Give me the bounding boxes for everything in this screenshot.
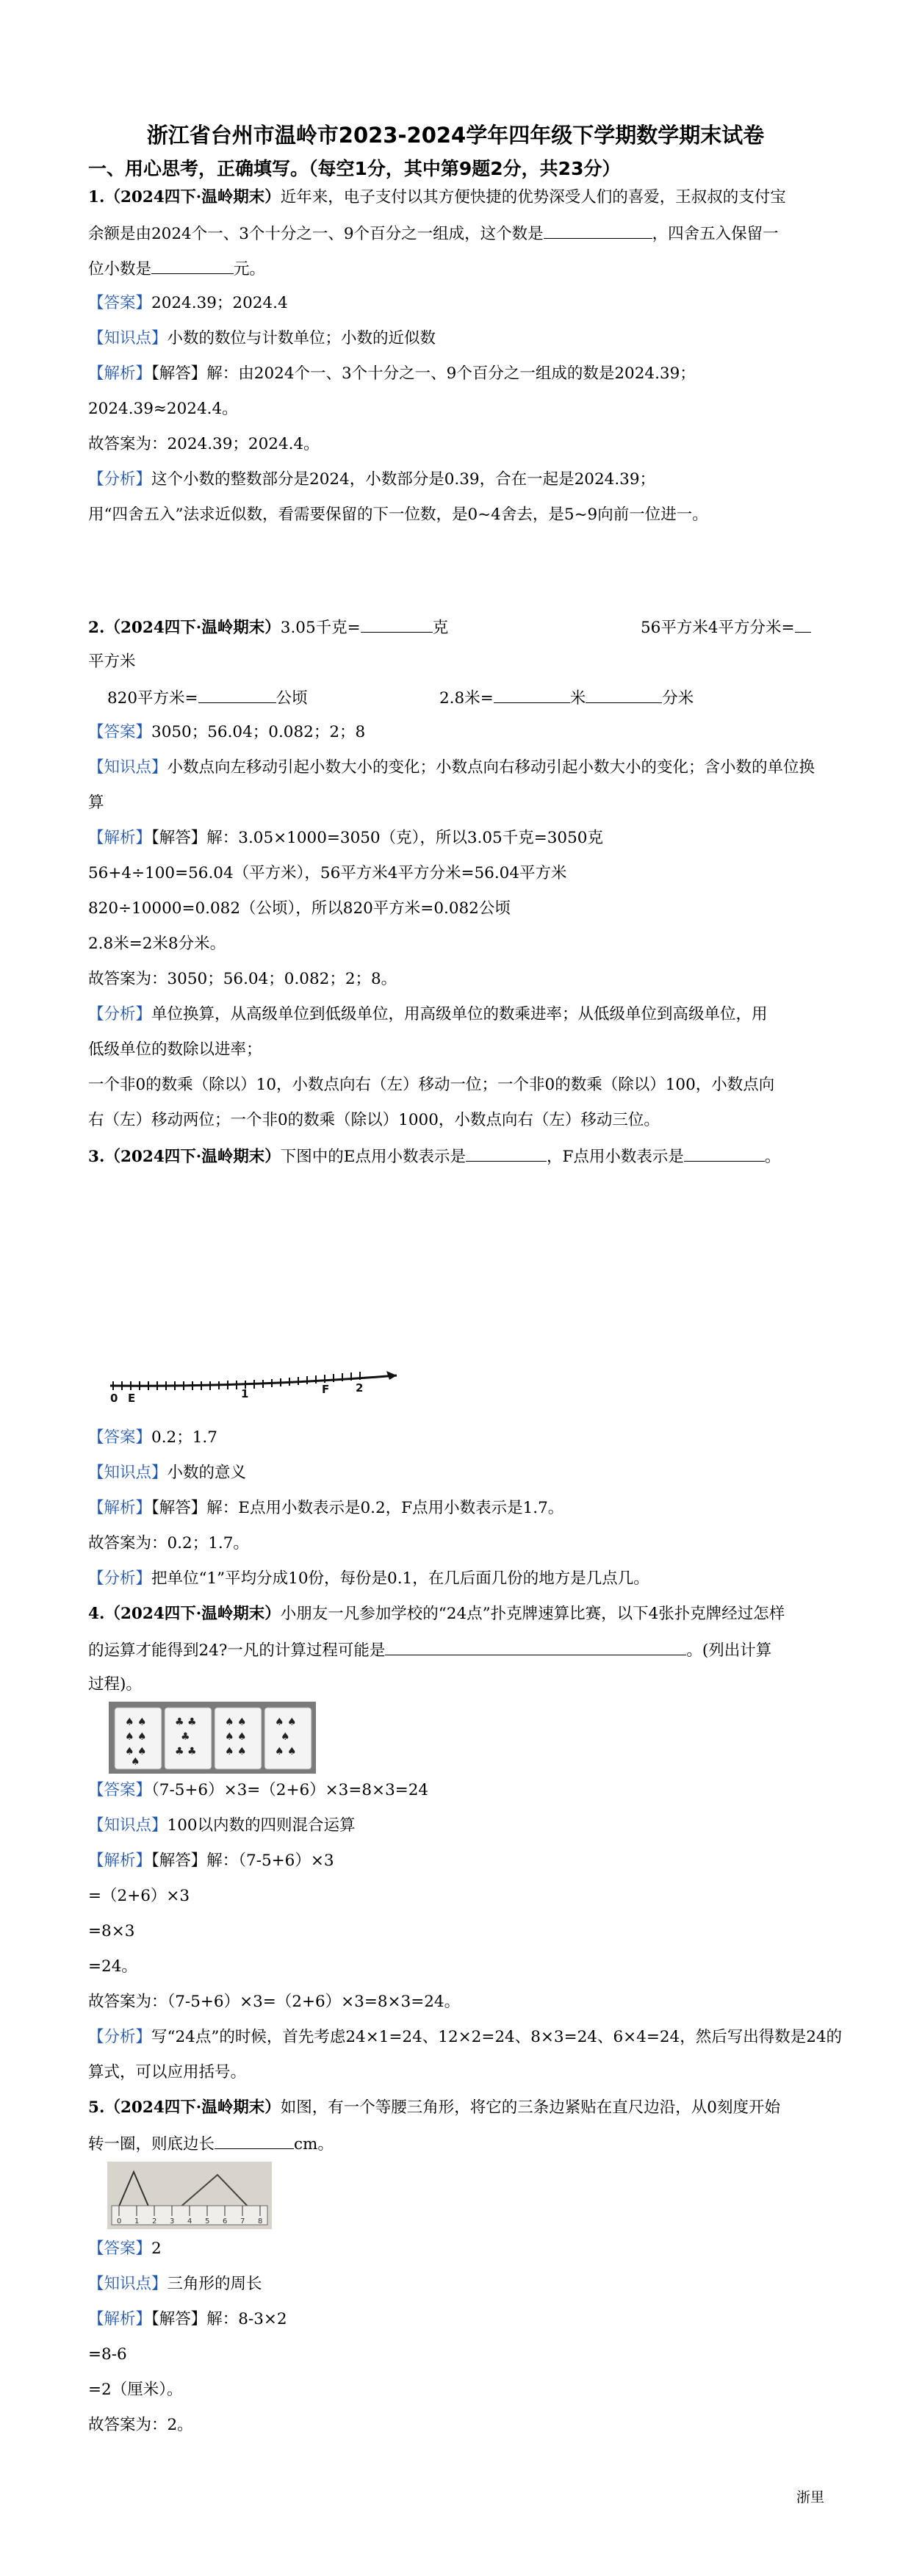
q2-knowledge-1: 【知识点】小数点向左移动引起小数大小的变化；小数点向右移动引起小数大小的变化；含小数的单位换 [88, 758, 815, 777]
q3-answer: 【答案】0.2；1.7 [88, 1428, 217, 1447]
q2-blank-4[interactable] [494, 686, 570, 703]
q4-solution-2: =（2+6）×3 [88, 1887, 190, 1905]
q2-solution-4: 2.8米=2米8分米。 [88, 935, 226, 953]
q4-solution-1: 【解析】【解答】解：（7-5+6）×3 [88, 1852, 334, 1870]
svg-text:0: 0 [117, 2217, 122, 2226]
q4-line1: 4.（2024四下·温岭期末）小朋友一凡参加学校的“24点”扑克牌速算比赛，以下4张扑克牌经过怎样 [88, 1605, 785, 1623]
svg-text:4: 4 [187, 2217, 192, 2226]
q1-solution-3: 故答案为：2024.39；2024.4。 [88, 435, 320, 453]
axis-label-two: 2 [356, 1381, 364, 1395]
q2-line2: 平方米 [88, 652, 136, 671]
q2-line3b: 2.8米= 米 分米 [439, 686, 694, 710]
q1-blank-1[interactable] [544, 222, 652, 239]
svg-text:♠: ♠ [281, 1731, 290, 1743]
q1-blank-2[interactable] [151, 257, 234, 274]
svg-text:♠ ♠: ♠ ♠ [225, 1731, 247, 1743]
svg-text:♣ ♣: ♣ ♣ [175, 1746, 197, 1757]
q2-line3a: 820平方米= 公顷 [107, 686, 308, 710]
axis-label-one: 1 [241, 1387, 249, 1400]
q1-solution-1: 【解析】【解答】解：由2024个一、3个十分之一、9个百分之一组成的数是2024.39； [88, 364, 696, 383]
q2-solution-3: 820÷10000=0.082（公顷），所以820平方米=0.082公顷 [88, 899, 511, 918]
svg-text:7: 7 [240, 2217, 245, 2226]
axis-label-e: E [128, 1392, 136, 1403]
svg-text:♣: ♣ [181, 1731, 190, 1743]
svg-text:♣ ♣: ♣ ♣ [175, 1716, 197, 1728]
axis-label-f: F [322, 1383, 330, 1396]
section-heading: 一、用心思考，正确填写。（每空1分，其中第9题2分，共23分） [88, 158, 621, 179]
q2-blank-2[interactable] [795, 616, 811, 633]
svg-text:♠: ♠ [131, 1756, 140, 1768]
q5-line2: 转一圈，则底边长 cm。 [88, 2132, 334, 2156]
q4-blank[interactable] [385, 1638, 686, 1655]
svg-text:♠ ♠: ♠ ♠ [125, 1746, 147, 1757]
q2-analysis-3: 一个非0的数乘（除以）10，小数点向右（左）移动一位；一个非0的数乘（除以）100，小数点向 [88, 1076, 775, 1094]
q4-knowledge: 【知识点】100以内数的四则混合运算 [88, 1816, 356, 1835]
q1-line3: 位小数是 元。 [88, 257, 265, 281]
triangle-ruler-photo [107, 2162, 272, 2229]
q1-line2: 余额是由2024个一、3个十分之一、9个百分之一组成，这个数是 ，四舍五入保留一 [88, 222, 779, 245]
q2-analysis-4: 右（左）移动两位；一个非0的数乘（除以）1000，小数点向右（左）移动三位。 [88, 1111, 660, 1129]
q5-knowledge: 【知识点】三角形的周长 [88, 2275, 262, 2293]
q4-solution-4: =24。 [88, 1957, 137, 1976]
svg-text:5: 5 [205, 2217, 210, 2226]
q4-line3: 过程)。 [88, 1675, 142, 1694]
q5-solution-1: 【解析】【解答】解：8-3×2 [88, 2310, 287, 2328]
page-footer: 浙里 [796, 2489, 825, 2505]
svg-text:1: 1 [134, 2217, 140, 2226]
svg-text:6: 6 [223, 2217, 228, 2226]
q3-solution-2: 故答案为：0.2；1.7。 [88, 1534, 249, 1553]
q2-blank-3[interactable] [198, 686, 276, 703]
svg-text:♠ ♠: ♠ ♠ [225, 1716, 247, 1728]
svg-text:♠ ♠: ♠ ♠ [225, 1746, 247, 1757]
q1-solution-2: 2024.39≈2024.4。 [88, 400, 238, 418]
q2-analysis-2: 低级单位的数除以进率； [88, 1040, 262, 1059]
q2-solution-2: 56+4÷100=56.04（平方米），56平方米4平方分米=56.04平方米 [88, 864, 567, 882]
q5-blank[interactable] [215, 2132, 294, 2149]
q3-analysis: 【分析】把单位“1”平均分成10份，每份是0.1，在几后面几份的地方是几点几。 [88, 1569, 649, 1588]
q4-answer: 【答案】（7-5+6）×3=（2+6）×3=8×3=24 [88, 1781, 429, 1799]
q5-solution-3: =2（厘米）。 [88, 2381, 183, 2399]
q2-answer: 【答案】3050；56.04；0.082；2；8 [88, 723, 366, 741]
q5-solution-2: =8-6 [88, 2345, 127, 2364]
q3-knowledge: 【知识点】小数的意义 [88, 1464, 247, 1482]
q1-line1: 1.（2024四下·温岭期末）近年来，电子支付以其方便快捷的优势深受人们的喜爱，王叔叔的支付宝 [88, 188, 786, 206]
q3-line1: 3.（2024四下·温岭期末）下图中的E点用小数表示是 ，F点用小数表示是 。 [88, 1145, 780, 1168]
svg-text:♠ ♠: ♠ ♠ [275, 1716, 297, 1728]
q4-line2: 的运算才能得到24?一凡的计算过程可能是 。(列出计算 [88, 1638, 771, 1662]
svg-text:♠ ♠: ♠ ♠ [125, 1716, 147, 1728]
svg-text:♠ ♠: ♠ ♠ [275, 1746, 297, 1757]
playing-cards-photo [109, 1702, 316, 1774]
q5-solution-4: 故答案为：2。 [88, 2416, 193, 2434]
q5-line1: 5.（2024四下·温岭期末）如图，有一个等腰三角形，将它的三条边紧贴在直尺边沿，从0刻度开始 [88, 2098, 780, 2117]
q1-analysis-1: 【分析】这个小数的整数部分是2024，小数部分是0.39，合在一起是2024.39； [88, 470, 656, 489]
q1-answer: 【答案】2024.39；2024.4 [88, 294, 288, 312]
q4-analysis-1: 【分析】写“24点”的时候，首先考虑24×1=24、12×2=24、8×3=24、6×4=24，然后写出得数是24的 [88, 2028, 843, 2046]
number-line-figure [103, 1359, 411, 1403]
svg-text:2: 2 [152, 2217, 157, 2226]
q4-solution-3: =8×3 [88, 1922, 135, 1940]
svg-text:♠ ♠: ♠ ♠ [125, 1731, 147, 1743]
q2-solution-5: 故答案为：3050；56.04；0.082；2；8。 [88, 970, 397, 988]
q2-line1b: 56平方米4平方分米= [641, 616, 811, 639]
q5-answer: 【答案】2 [88, 2239, 162, 2258]
q2-knowledge-2: 算 [88, 794, 104, 812]
page-title: 浙江省台州市温岭市2023-2024学年四年级下学期数学期末试卷 [146, 123, 765, 148]
q1-analysis-2: 用“四舍五入”法求近似数，看需要保留的下一位数，是0~4舍去，是5~9向前一位进一。 [88, 506, 708, 524]
q2-blank-5[interactable] [586, 686, 662, 703]
axis-label-zero: 0 [110, 1392, 118, 1403]
q2-solution-1: 【解析】【解答】解：3.05×1000=3050（克），所以3.05千克=3050克 [88, 829, 603, 847]
q1-knowledge: 【知识点】小数的数位与计数单位；小数的近似数 [88, 329, 436, 348]
svg-text:3: 3 [170, 2217, 175, 2226]
q3-blank-2[interactable] [684, 1145, 765, 1162]
q3-solution-1: 【解析】【解答】解：E点用小数表示是0.2，F点用小数表示是1.7。 [88, 1499, 564, 1517]
q4-analysis-2: 算式，可以应用括号。 [88, 2063, 247, 2082]
q4-solution-5: 故答案为：（7-5+6）×3=（2+6）×3=8×3=24。 [88, 1993, 461, 2011]
q3-blank-1[interactable] [466, 1145, 547, 1162]
q2-line1: 2.（2024四下·温岭期末）3.05千克= 克 [88, 616, 448, 639]
svg-text:8: 8 [258, 2217, 263, 2226]
q2-analysis-1: 【分析】单位换算，从高级单位到低级单位，用高级单位的数乘进率；从低级单位到高级单位，用 [88, 1005, 768, 1023]
q2-blank-1[interactable] [361, 616, 433, 633]
